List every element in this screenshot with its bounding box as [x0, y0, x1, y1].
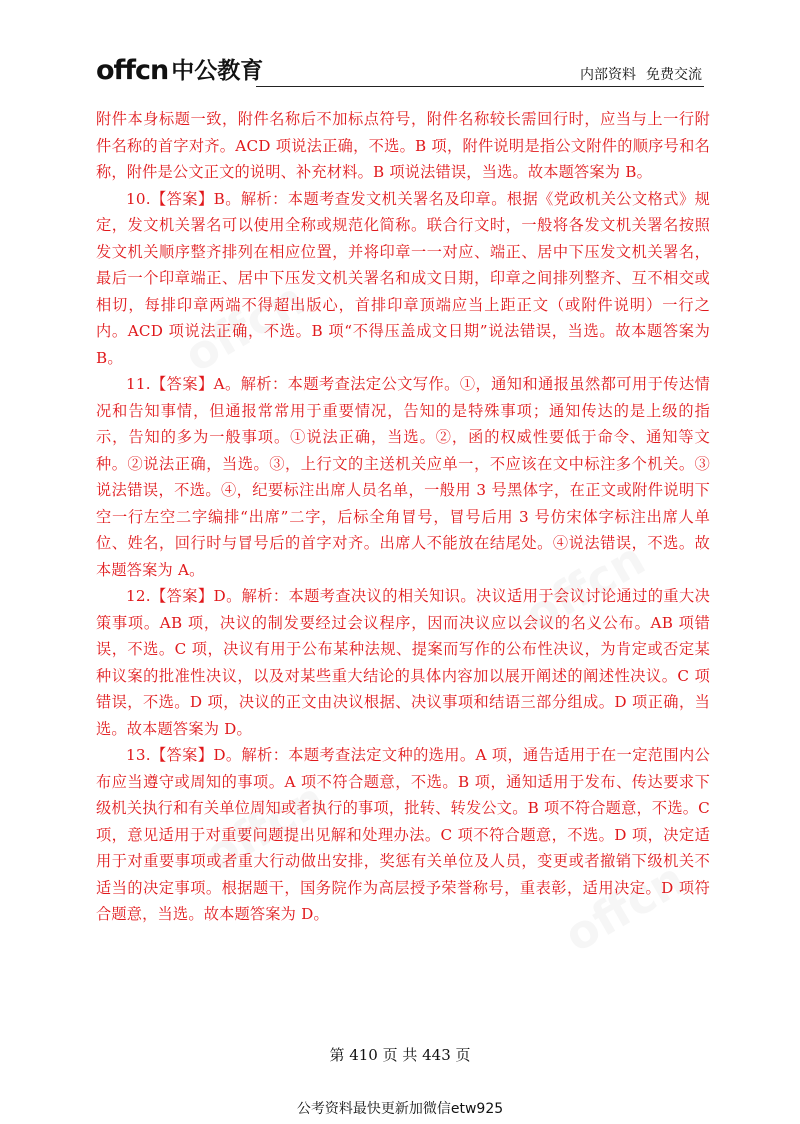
offcn-watermark: offcn	[195, 771, 334, 883]
header-note	[580, 64, 702, 84]
header-rule	[256, 86, 704, 87]
page-header	[96, 56, 704, 90]
offcn-watermark: offcn	[555, 851, 694, 963]
offcn-watermark: offcn	[515, 531, 654, 643]
logo-mark: offcn	[96, 55, 169, 86]
answer-paragraph-11: 11.【答案】A。解析：本题考查法定公文写作。①，通知和通报虽然都可用于传达情况和告知事情，但通报常常用于重要情况，告知的是特殊事项；通知传达的是上级的指示，告知的多为一般事项。①说法正确，当选。②，函的权威性要低于命令、通知等文种。②说法正确，当选。③，上行文的主送机关应单一，不应该在文中标注多个机关。③说法错误，不选。④，纪要标注出席人员名单，一般用 3 号黑体字，在正文或附件说明下空一行左空二字编排“出席”二字，后标全角冒号，冒号后用 3 号仿宋体字标注出席人单位、姓名，回行时与冒号后的首字对齐。出席人不能放在结尾处。④说法错误，不选。故本题答案为 A。	[96, 375, 710, 579]
paragraph-continuation: 附件本身标题一致，附件名称后不加标点符号，附件名称较长需回行时，应当与上一行附件名称的首字对齐。ACD 项说法正确，不选。B 项，附件说明是指公文附件的顺序号和名称，附件是公文正文的说明、补充材料。B 项说法错误，当选。故本题答案为 B。	[96, 110, 710, 181]
header-label-free: 免费交流	[646, 67, 702, 83]
offcn-watermark: offcn	[175, 271, 314, 383]
header-label-internal: 内部资料	[580, 67, 636, 83]
document-body	[96, 106, 710, 928]
answer-paragraph-13: 13.【答案】D。解析：本题考查法定文种的选用。A 项，通告适用于在一定范围内公布应当遵守或周知的事项。A 项不符合题意，不选。B 项，通知适用于发布、传达要求下级机关执行和有关单位周知或者执行的事项，批转、转发公文。B 项不符合题意，不选。C 项，意见适用于对重要问题提出见解和处理办法。C 项不符合题意，不选。D 项，决定适用于对重要事项或者重大行动做出安排，奖惩有关单位及人员，变更或者撤销下级机关不适当的决定事项。根据题干，国务院作为高层授予荣誉称号，重表彰，适用决定。D 项符合题意，当选。故本题答案为 D。	[96, 746, 710, 923]
answer-paragraph-10: 10.【答案】B。解析：本题考查发文机关署名及印章。根据《党政机关公文格式》规定，发文机关署名可以使用全称或规范化简称。联合行文时，一般将各发文机关署名按照发文机关顺序整齐排列在相应位置，并将印章一一对应、端正、居中下压发文机关署名，最后一个印章端正、居中下压发文机关署名和成文日期，印章之间排列整齐、互不相交或相切，每排印章两端不得超出版心，首排印章顶端应当上距正文（或附件说明）一行之内。ACD 项说法正确，不选。B 项“不得压盖成文日期”说法错误，当选。故本题答案为 B。	[96, 189, 710, 367]
page-number: 第 410 页 共 443 页	[329, 1046, 471, 1064]
logo-chinese-name: 中公教育	[171, 58, 264, 84]
offcn-logo	[96, 56, 263, 86]
bottom-note: 公考资料最快更新加微信etw925	[296, 1101, 504, 1117]
answer-paragraph-12: 12.【答案】D。解析：本题考查决议的相关知识。决议适用于会议讨论通过的重大决策事项。AB 项，决议的制发要经过会议程序，因而决议应以会议的名义公布。AB 项错误，不选。C 项，决议有用于公布某种法规、提案而写作的公布性决议，为肯定或否定某种议案的批准性决议，以及对某些重大结论的具体内容加以展开阐述的阐述性决议。C 项错误，不选。D 项，决议的正文由决议根据、决议事项和结语三部分组成。D 项正确，当选。故本题答案为 D。	[96, 587, 710, 738]
